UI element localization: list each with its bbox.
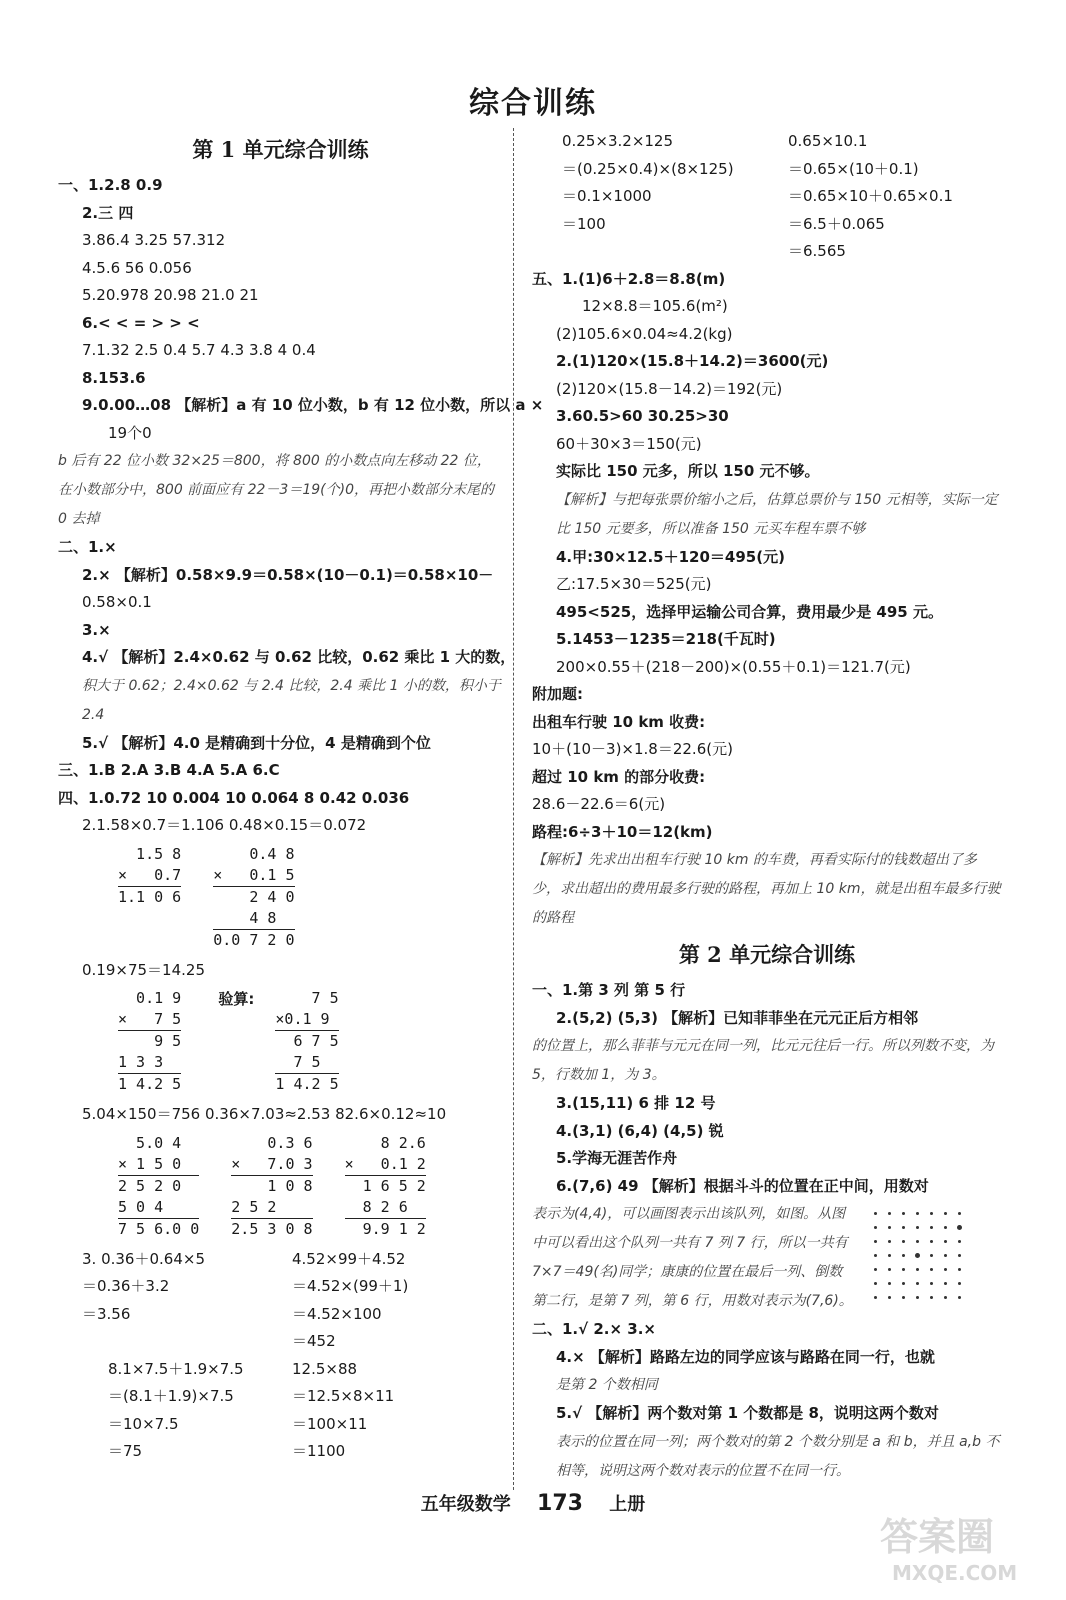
grid-dot bbox=[902, 1254, 905, 1257]
eq-504: 5.04×150＝756 0.36×7.03≈2.53 82.6×0.12≈10 bbox=[82, 1105, 447, 1123]
calc-step: ＝10×7.5 bbox=[108, 1414, 179, 1433]
calc-d bbox=[292, 1356, 394, 1466]
right-lines2-line-8: 超过 10 km 的部分收费: bbox=[532, 767, 706, 786]
extra-analysis: 【解析】先求出出租车行驶 10 km 的车费，再看实际付的钱数超出了多少，求出超出的费用最多行驶的路程，再加上 10 km，就是出租车最多行驶的路程 bbox=[532, 852, 1001, 926]
grid-dot bbox=[930, 1296, 933, 1299]
calc-row: 0.4 8 bbox=[213, 844, 295, 863]
unit1-answers-e bbox=[532, 544, 1002, 847]
calc-step: ＝(0.25×0.4)×(8×125) bbox=[562, 159, 734, 178]
grid-dot bbox=[888, 1254, 891, 1257]
grid-dot bbox=[944, 1212, 947, 1215]
watermark-text-1: 答案圈 bbox=[880, 1515, 995, 1559]
calc-step: ＝3.56 bbox=[82, 1304, 131, 1323]
grid-dot bbox=[958, 1254, 961, 1257]
grid-dot bbox=[888, 1212, 891, 1215]
grid-dot bbox=[902, 1240, 905, 1243]
right-lines-line-3: 2.(1)120×(15.8＋14.2)＝3600(元) bbox=[556, 352, 829, 370]
column-divider bbox=[513, 128, 514, 1490]
grid-dot bbox=[930, 1254, 933, 1257]
calc-step: ＝0.1×1000 bbox=[562, 187, 652, 205]
watermark-logo bbox=[870, 1500, 1050, 1590]
left-lines-line-6: 7.1.32 2.5 0.4 5.7 4.3 3.8 4 0.4 bbox=[82, 341, 316, 359]
calc-block-1 bbox=[58, 1246, 503, 1356]
calc-b bbox=[292, 1246, 408, 1356]
grid-dot bbox=[874, 1296, 877, 1299]
calc-block-2 bbox=[58, 1356, 503, 1466]
calc-row: × 7.0 3 bbox=[231, 1154, 312, 1176]
calc-row: 5.0 4 bbox=[118, 1133, 182, 1152]
right-lines2-line-2: 495<525，选择甲运输公司合算，费用最少是 495 元。 bbox=[556, 602, 943, 621]
calc-step: 0.65×10.1 bbox=[788, 132, 868, 150]
footer-grade: 五年级数学 bbox=[420, 1494, 511, 1515]
q9-analysis: b 后有 22 位小数 32×25＝800，将 800 的小数点向左移动 22 位，在小数部分中，800 前面应有 22－3＝19(个)0，再把小数部分末尾的 0 去掉 bbox=[58, 453, 494, 527]
q4-line: 4.√ 【解析】2.4×0.62 与 0.62 比较，0.62 乘比 1 大的数， bbox=[82, 648, 516, 666]
calc-step: ＝4.52×100 bbox=[292, 1304, 382, 1323]
calc-row: 1 0 8 bbox=[231, 1176, 313, 1195]
grid-dot bbox=[874, 1226, 877, 1229]
grid-dot bbox=[916, 1240, 919, 1243]
right-lines2-line-0: 4.甲:30×12.5＋120＝495(元) bbox=[556, 547, 785, 566]
page-number: 173 bbox=[537, 1491, 583, 1516]
grid-dot bbox=[944, 1282, 947, 1285]
unit1-answers-c bbox=[58, 757, 503, 840]
calc-step: 8.1×7.5＋1.9×7.5 bbox=[108, 1359, 244, 1378]
calc-row: 0.1 9 bbox=[118, 989, 182, 1007]
right-lines-line-1: 12×8.8＝105.6(m²) bbox=[582, 297, 728, 315]
calc-step: ＝75 bbox=[108, 1442, 143, 1460]
right-lines2-line-5: 附加题: bbox=[532, 685, 583, 703]
calc-row: 5 0 4 bbox=[118, 1197, 199, 1219]
vertical-multiplication bbox=[231, 1133, 312, 1240]
vertical-multiplication bbox=[118, 988, 181, 1095]
grid-dot bbox=[930, 1268, 933, 1271]
right-lines-line-5: 3.60.5>60 30.25>30 bbox=[556, 407, 729, 425]
u2-line-5: 5.学海无涯苦作舟 bbox=[556, 1149, 678, 1167]
calc-row: 7 5 bbox=[275, 989, 339, 1007]
left-lines3-line-2: 2.1.58×0.7＝1.106 0.48×0.15＝0.072 bbox=[82, 816, 367, 834]
grid-dot bbox=[930, 1282, 933, 1285]
calc-step: ＝100 bbox=[562, 214, 606, 233]
right-lines2-line-6: 出租车行驶 10 km 收费: bbox=[532, 712, 706, 731]
vertical-multiplication bbox=[118, 844, 181, 908]
calc-row: 7 5 6.0 0 bbox=[118, 1219, 200, 1238]
calc-row: 1 3 3 bbox=[118, 1052, 181, 1074]
calc-row: 2 5 2 bbox=[231, 1197, 312, 1219]
unit1-answers-b bbox=[58, 534, 503, 644]
calc-step: 4.52×99＋4.52 bbox=[292, 1249, 406, 1268]
grid-dot bbox=[874, 1254, 877, 1257]
calc-row: 4 8 bbox=[213, 908, 294, 930]
grid-dot bbox=[902, 1268, 905, 1271]
calc-step: ＝0.36＋3.2 bbox=[82, 1277, 170, 1295]
grid-dot bbox=[916, 1282, 919, 1285]
calc-row: × 1 5 0 bbox=[118, 1154, 199, 1176]
footer-volume: 上册 bbox=[609, 1494, 646, 1515]
calc-row: 0.0 7 2 0 bbox=[213, 930, 295, 949]
grid-dot bbox=[888, 1226, 891, 1229]
u2-analysis-6: 表示为(4,4)，可以画图表示出该队列，如图。从图中可以看出这个队列一共有 7 列 7 行，所以一共有 7×7＝49(名)同学；康康的位置在最后一列、倒数第二行，是第 7 列，第 6 行，用数对表示为(7,6)。 bbox=[532, 1206, 853, 1309]
calc-row: 1 4.2 5 bbox=[275, 1075, 339, 1093]
eq-019: 0.19×75＝14.25 bbox=[82, 960, 205, 979]
q3-analysis: 【解析】与把每张票价缩小之后，估算总票价与 150 元相等，实际一定比 150 元要多，所以准备 150 元买车程车票不够 bbox=[556, 491, 998, 537]
grid-dot bbox=[944, 1296, 947, 1299]
left-lines-line-5: 6.< < = > > < bbox=[82, 313, 200, 332]
grid-dot bbox=[874, 1212, 877, 1215]
right-lines2-line-3: 5.1453－1235＝218(千瓦时) bbox=[556, 630, 776, 648]
right-lines-line-6: 60＋30×3＝150(元) bbox=[556, 434, 702, 453]
unit1-answers-d bbox=[532, 266, 1002, 486]
calc-step: 3. 0.36＋0.64×5 bbox=[82, 1249, 205, 1268]
right-lines2-line-10: 路程:6÷3＋10＝12(km) bbox=[532, 822, 713, 841]
grid-dot bbox=[930, 1226, 933, 1229]
u2-line-6: 6.(7,6) 49 【解析】根据斗斗的位置在正中间，用数对 bbox=[556, 1176, 929, 1195]
left-lines-line-2: 3.86.4 3.25 57.312 bbox=[82, 231, 226, 249]
calc-step: ＝0.65×(10＋0.1) bbox=[788, 159, 919, 178]
page-title: 综合训练 bbox=[469, 86, 597, 121]
left-lines-line-3: 4.5.6 56 0.056 bbox=[82, 258, 192, 277]
grid-dot bbox=[944, 1268, 947, 1271]
vertical-calc-group-2 bbox=[58, 988, 503, 1095]
right-lines-line-4: (2)120×(15.8－14.2)＝192(元) bbox=[556, 379, 783, 398]
calc-step: ＝0.65×10＋0.65×0.1 bbox=[788, 187, 953, 205]
grid-dot bbox=[874, 1268, 877, 1271]
grid-dot bbox=[888, 1296, 891, 1299]
u2-line-1: 一、1.第 3 列 第 5 行 bbox=[532, 981, 686, 999]
grid-dot bbox=[902, 1212, 905, 1215]
calc-step: 0.25×3.2×125 bbox=[562, 132, 674, 150]
grid-dot bbox=[888, 1282, 891, 1285]
left-lines3-line-1: 四、1.0.72 10 0.004 10 0.064 8 0.42 0.036 bbox=[58, 788, 410, 807]
u2-line-8b: 是第 2 个数相同 bbox=[556, 1377, 658, 1393]
right-lines2-line-7: 10＋(10－3)×1.8＝22.6(元) bbox=[532, 740, 733, 758]
right-lines-line-7: 实际比 150 元多，所以 150 元不够。 bbox=[556, 462, 820, 480]
vertical-multiplication bbox=[118, 1133, 199, 1240]
vertical-multiplication bbox=[275, 988, 338, 1095]
right-lines-line-0: 五、1.(1)6＋2.8＝8.8(m) bbox=[532, 269, 726, 288]
calc-a bbox=[82, 1246, 292, 1356]
grid-dot bbox=[902, 1282, 905, 1285]
calc-row: × 7 5 bbox=[118, 1009, 181, 1031]
calc-row: 1.5 8 bbox=[118, 844, 182, 863]
calc-c bbox=[108, 1356, 292, 1466]
left-lines3-line-0: 三、1.B 2.A 3.B 4.A 5.A 6.C bbox=[58, 761, 280, 779]
u2-line-7: 二、1.√ 2.× 3.× bbox=[532, 1320, 656, 1338]
left-lines-line-8: 9.0.00…08 【解析】a 有 10 位小数，b 有 12 位小数，所以 a × bbox=[82, 396, 544, 414]
calc-step: ＝(8.1＋1.9)×7.5 bbox=[108, 1387, 234, 1405]
left-lines-line-9: 19个0 bbox=[108, 423, 152, 442]
right-lines2-line-4: 200×0.55＋(218－200)×(0.55＋0.1)＝121.7(元) bbox=[556, 657, 911, 676]
grid-dot bbox=[930, 1212, 933, 1215]
vertical-multiplication bbox=[213, 844, 294, 951]
right-lines2-line-9: 28.6－22.6＝6(元) bbox=[532, 795, 666, 813]
calc-step: ＝6.565 bbox=[788, 242, 846, 260]
unit1-answers-a bbox=[58, 172, 544, 447]
left-lines-line-1: 2.三 四 bbox=[82, 203, 134, 222]
right-lines2-line-1: 乙:17.5×30＝525(元) bbox=[556, 575, 712, 593]
vertical-calc-group-3 bbox=[58, 1133, 503, 1240]
calc-step: ＝452 bbox=[292, 1332, 336, 1350]
left-lines2-line-2: 0.58×0.1 bbox=[82, 593, 152, 611]
calc-row: 1.1 0 6 bbox=[118, 887, 182, 906]
calc-block-3 bbox=[532, 128, 1002, 266]
grid-dot bbox=[958, 1212, 961, 1215]
calc-row: 8 2.6 bbox=[344, 1133, 426, 1152]
u2-analysis-2: 的位置上，那么菲菲与元元在同一列，比元元往后一行。所以列数不变，为 5，行数加 1，为 3。 bbox=[532, 1038, 994, 1083]
grid-dot bbox=[916, 1296, 919, 1299]
calc-f bbox=[788, 128, 953, 266]
left-lines-line-4: 5.20.978 20.98 21.0 21 bbox=[82, 286, 259, 304]
left-lines-line-7: 8.153.6 bbox=[82, 368, 146, 387]
calc-e bbox=[562, 128, 788, 266]
grid-dot bbox=[958, 1268, 961, 1271]
right-column bbox=[532, 128, 1002, 1486]
calc-row: 2 5 2 0 bbox=[118, 1176, 182, 1195]
grid-dot bbox=[888, 1240, 891, 1243]
left-lines2-line-3: 3.× bbox=[82, 620, 111, 639]
left-lines2-line-1: 2.× 【解析】0.58×9.9＝0.58×(10－0.1)＝0.58×10－ bbox=[82, 565, 494, 584]
grid-dot bbox=[957, 1225, 962, 1230]
calc-row: × 0.1 2 bbox=[345, 1154, 426, 1176]
calc-row: 8 2 6 bbox=[345, 1197, 426, 1219]
grid-dot bbox=[874, 1282, 877, 1285]
grid-dot bbox=[958, 1282, 961, 1285]
calc-step: ＝4.52×(99＋1) bbox=[292, 1277, 409, 1295]
calc-row: 9 5 bbox=[118, 1032, 182, 1050]
calc-step: ＝12.5×8×11 bbox=[292, 1387, 395, 1405]
calc-step: 12.5×88 bbox=[292, 1359, 358, 1378]
grid-dot bbox=[915, 1253, 920, 1258]
u2-line-8: 4.× 【解析】路路左边的同学应该与路路在同一行，也就 bbox=[556, 1347, 935, 1366]
calc-row: 9.9 1 2 bbox=[344, 1219, 426, 1238]
calc-row: ×0.1 9 bbox=[275, 1009, 338, 1031]
grid-dot bbox=[958, 1240, 961, 1243]
grid-dot bbox=[888, 1268, 891, 1271]
calc-step: ＝1100 bbox=[292, 1442, 346, 1460]
grid-dot bbox=[902, 1226, 905, 1229]
calc-step: ＝6.5＋0.065 bbox=[788, 214, 885, 233]
calc-row: × 0.1 5 bbox=[213, 865, 294, 887]
calc-row: 6 7 5 bbox=[275, 1032, 339, 1050]
unit1-heading: 第 1 单元综合训练 bbox=[192, 137, 369, 162]
calc-row: 2 4 0 bbox=[213, 887, 295, 906]
check-label: 验算: bbox=[218, 990, 255, 1008]
calc-row: 1 6 5 2 bbox=[344, 1176, 426, 1195]
u2-line-2: 2.(5,2) (5,3) 【解析】已知菲菲坐在元元正后方相邻 bbox=[556, 1008, 919, 1027]
u2-q6-block bbox=[532, 1200, 1002, 1316]
calc-row: 7 5 bbox=[275, 1052, 338, 1074]
vertical-calc-group-1 bbox=[58, 844, 503, 951]
grid-dot bbox=[944, 1240, 947, 1243]
u2-line-3: 3.(15,11) 6 排 12 号 bbox=[556, 1094, 716, 1112]
q4-analysis: 积大于 0.62；2.4×0.62 与 2.4 比较，2.4 乘比 1 小的数，积小于 2.4 bbox=[82, 677, 501, 723]
grid-dot bbox=[930, 1240, 933, 1243]
dot-grid-figure bbox=[868, 1206, 966, 1316]
grid-dot bbox=[916, 1268, 919, 1271]
calc-row: 1 4.2 5 bbox=[118, 1075, 182, 1093]
grid-dot bbox=[944, 1226, 947, 1229]
grid-dot bbox=[944, 1254, 947, 1257]
calc-row: × 0.7 bbox=[118, 865, 181, 887]
grid-dot bbox=[958, 1296, 961, 1299]
u2-line-4: 4.(3,1) (6,4) (4,5) 锐 bbox=[556, 1121, 724, 1140]
watermark-text-2: MXQE.COM bbox=[892, 1561, 1018, 1585]
grid-dot bbox=[916, 1226, 919, 1229]
q5-line: 5.√ 【解析】4.0 是精确到十分位，4 是精确到个位 bbox=[82, 733, 431, 752]
calc-row: 2.5 3 0 8 bbox=[231, 1219, 313, 1238]
grid-dot bbox=[874, 1240, 877, 1243]
u2-analysis-9: 表示的位置在同一列；两个数对的第 2 个数分别是 a 和 b，并且 a,b 不相等，说明这两个数对表示的位置不在同一行。 bbox=[556, 1433, 1000, 1479]
grid-dot bbox=[916, 1212, 919, 1215]
u2-line-9: 5.√ 【解析】两个数对第 1 个数都是 8，说明这两个数对 bbox=[556, 1404, 939, 1422]
unit2-heading: 第 2 单元综合训练 bbox=[678, 942, 856, 967]
vertical-multiplication bbox=[345, 1133, 426, 1240]
left-column bbox=[58, 128, 544, 1466]
right-lines-line-2: (2)105.6×0.04≈4.2(kg) bbox=[556, 324, 733, 343]
calc-step: ＝100×11 bbox=[292, 1414, 368, 1433]
left-lines-line-0: 一、1.2.8 0.9 bbox=[58, 176, 163, 194]
grid-dot bbox=[902, 1296, 905, 1299]
calc-row: 0.3 6 bbox=[231, 1133, 313, 1152]
left-lines2-line-0: 二、1.× bbox=[58, 538, 117, 556]
